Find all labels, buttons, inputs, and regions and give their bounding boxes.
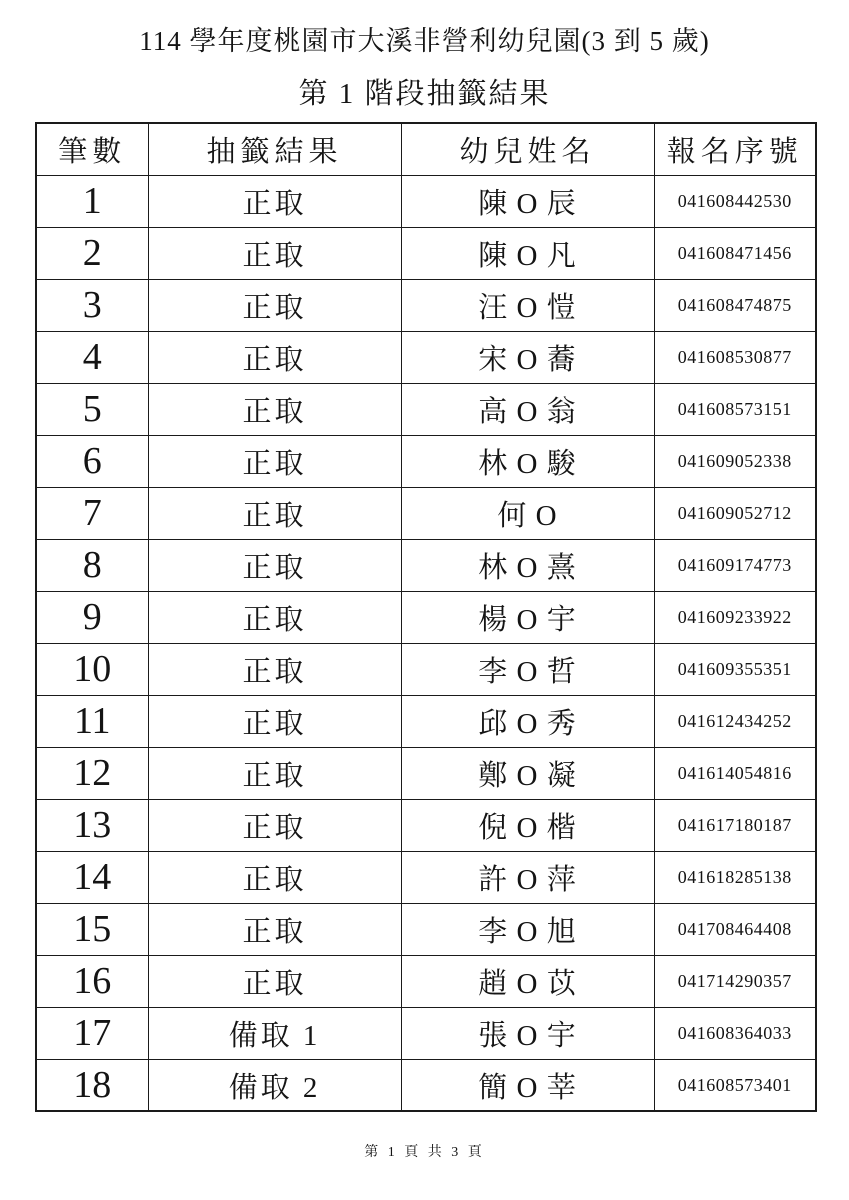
lottery-result-cell: 正取 xyxy=(148,279,401,331)
row-number-cell: 12 xyxy=(36,747,148,799)
page-number: 第 1 頁 共 3 頁 xyxy=(364,1145,485,1160)
child-name-cell: 高 O 翁 xyxy=(401,383,654,435)
row-number-cell: 13 xyxy=(36,799,148,851)
registration-number-cell: 041714290357 xyxy=(654,955,816,1007)
row-number-cell: 1 xyxy=(36,175,148,227)
column-header-lottery-result: 抽籤結果 xyxy=(148,123,401,175)
table-row xyxy=(36,539,816,591)
lottery-result-cell: 正取 xyxy=(148,851,401,903)
registration-number-cell: 041608573401 xyxy=(654,1059,816,1111)
row-number-cell: 6 xyxy=(36,435,148,487)
child-name-cell: 倪 O 楷 xyxy=(401,799,654,851)
lottery-result-cell: 正取 xyxy=(148,227,401,279)
lottery-result-cell: 正取 xyxy=(148,695,401,747)
table-row xyxy=(36,227,816,279)
table-row xyxy=(36,383,816,435)
row-number-cell: 7 xyxy=(36,487,148,539)
lottery-result-cell: 正取 xyxy=(148,799,401,851)
child-name-cell: 邱 O 秀 xyxy=(401,695,654,747)
child-name-cell: 李 O 哲 xyxy=(401,643,654,695)
registration-number-cell: 041612434252 xyxy=(654,695,816,747)
child-name-cell: 李 O 旭 xyxy=(401,903,654,955)
row-number-cell: 17 xyxy=(36,1007,148,1059)
registration-number-cell: 041617180187 xyxy=(654,799,816,851)
table-row xyxy=(36,487,816,539)
row-number-cell: 4 xyxy=(36,331,148,383)
child-name-cell: 簡 O 莘 xyxy=(401,1059,654,1111)
table-row xyxy=(36,747,816,799)
child-name-cell: 宋 O 蕎 xyxy=(401,331,654,383)
child-name-cell: 陳 O 辰 xyxy=(401,175,654,227)
table-row xyxy=(36,279,816,331)
registration-number-cell: 041608573151 xyxy=(654,383,816,435)
child-name-cell: 林 O 熹 xyxy=(401,539,654,591)
table-row xyxy=(36,1007,816,1059)
lottery-result-cell: 正取 xyxy=(148,435,401,487)
registration-number-cell: 041609233922 xyxy=(654,591,816,643)
table-row xyxy=(36,435,816,487)
registration-number-cell: 041618285138 xyxy=(654,851,816,903)
registration-number-cell: 041608530877 xyxy=(654,331,816,383)
lottery-result-cell: 正取 xyxy=(148,331,401,383)
row-number-cell: 2 xyxy=(36,227,148,279)
child-name-cell: 張 O 宇 xyxy=(401,1007,654,1059)
column-header-registration-number: 報名序號 xyxy=(654,123,816,175)
registration-number-cell: 041609355351 xyxy=(654,643,816,695)
row-number-cell: 15 xyxy=(36,903,148,955)
lottery-result-cell: 正取 xyxy=(148,903,401,955)
section-title: 第 1 階段抽籤結果 xyxy=(298,78,551,111)
lottery-results-table xyxy=(35,122,817,1112)
table-row xyxy=(36,903,816,955)
table-row xyxy=(36,695,816,747)
table-row xyxy=(36,643,816,695)
registration-number-cell: 041609052338 xyxy=(654,435,816,487)
child-name-cell: 楊 O 宇 xyxy=(401,591,654,643)
lottery-result-cell: 正取 xyxy=(148,747,401,799)
row-number-cell: 3 xyxy=(36,279,148,331)
child-name-cell: 趙 O 苡 xyxy=(401,955,654,1007)
registration-number-cell: 041614054816 xyxy=(654,747,816,799)
column-header-child-name: 幼兒姓名 xyxy=(401,123,654,175)
document-title: 114 學年度桃園市大溪非營利幼兒園(3 到 5 歲) xyxy=(139,26,710,56)
registration-number-cell: 041608364033 xyxy=(654,1007,816,1059)
registration-number-cell: 041708464408 xyxy=(654,903,816,955)
lottery-result-cell: 正取 xyxy=(148,643,401,695)
lottery-result-cell: 正取 xyxy=(148,955,401,1007)
table-row xyxy=(36,331,816,383)
registration-number-cell: 041608474875 xyxy=(654,279,816,331)
row-number-cell: 9 xyxy=(36,591,148,643)
table-row xyxy=(36,591,816,643)
registration-number-cell: 041609052712 xyxy=(654,487,816,539)
lottery-result-cell: 正取 xyxy=(148,175,401,227)
registration-number-cell: 041608442530 xyxy=(654,175,816,227)
lottery-result-cell: 正取 xyxy=(148,591,401,643)
child-name-cell: 陳 O 凡 xyxy=(401,227,654,279)
child-name-cell: 汪 O 愷 xyxy=(401,279,654,331)
lottery-result-cell: 正取 xyxy=(148,487,401,539)
registration-number-cell: 041609174773 xyxy=(654,539,816,591)
lottery-result-cell: 備取 1 xyxy=(148,1007,401,1059)
registration-number-cell: 041608471456 xyxy=(654,227,816,279)
child-name-cell: 鄭 O 凝 xyxy=(401,747,654,799)
row-number-cell: 10 xyxy=(36,643,148,695)
lottery-result-cell: 正取 xyxy=(148,383,401,435)
row-number-cell: 18 xyxy=(36,1059,148,1111)
row-number-cell: 8 xyxy=(36,539,148,591)
row-number-cell: 5 xyxy=(36,383,148,435)
row-number-cell: 14 xyxy=(36,851,148,903)
table-row xyxy=(36,175,816,227)
table-row xyxy=(36,1059,816,1111)
lottery-result-cell: 備取 2 xyxy=(148,1059,401,1111)
child-name-cell: 林 O 駿 xyxy=(401,435,654,487)
column-header-row-number: 筆數 xyxy=(36,123,148,175)
row-number-cell: 16 xyxy=(36,955,148,1007)
child-name-cell: 許 O 萍 xyxy=(401,851,654,903)
lottery-result-cell: 正取 xyxy=(148,539,401,591)
row-number-cell: 11 xyxy=(36,695,148,747)
table-header-row xyxy=(36,123,816,175)
table-row xyxy=(36,851,816,903)
table-row xyxy=(36,955,816,1007)
child-name-cell: 何 O xyxy=(401,487,654,539)
table-body xyxy=(36,175,816,1111)
table-row xyxy=(36,799,816,851)
